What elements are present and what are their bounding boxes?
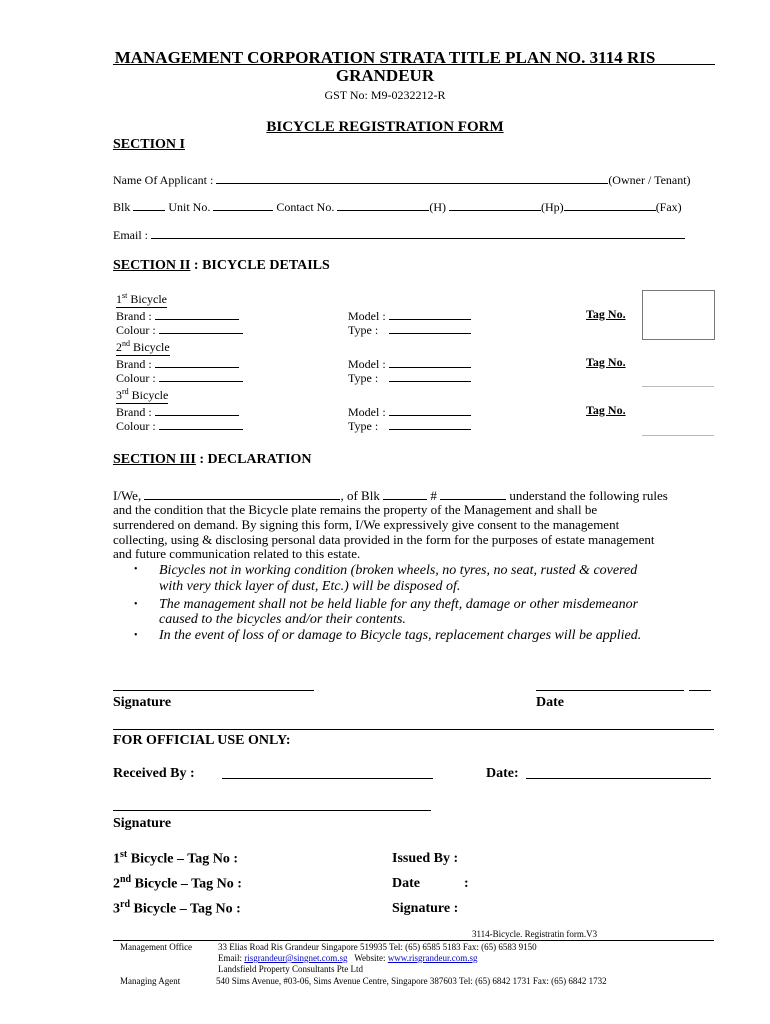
- bullet-1-line-2: with very thick layer of dust, Etc.) will be disposed of.: [159, 579, 461, 594]
- issued-signature-label: Signature :: [392, 901, 459, 916]
- issued-date-label: Date: [392, 876, 420, 891]
- managing-agent-label: Managing Agent: [120, 976, 181, 986]
- issued-date-colon: :: [464, 876, 469, 891]
- fax-field[interactable]: [564, 198, 656, 211]
- bicycle-2-model-row: Model :: [348, 355, 471, 372]
- bicycle-1-colour-row: Colour :: [116, 321, 243, 338]
- section-3-title: : DECLARATION: [199, 452, 312, 467]
- bicycle-3-brand-row: Brand :: [116, 403, 239, 420]
- bullet-2-line-2: caused to the bicycles and/or their contents.: [159, 612, 406, 627]
- official-use-heading: FOR OFFICIAL USE ONLY:: [113, 733, 291, 748]
- date-line-end: [689, 690, 711, 691]
- form-title: BICYCLE REGISTRATION FORM: [266, 119, 504, 135]
- bicycle-2-colour-field[interactable]: [159, 369, 243, 382]
- home-suffix: (H): [429, 200, 447, 214]
- bicycle-1-model-row: Model :: [348, 307, 471, 324]
- section-1-heading: SECTION I: [113, 137, 185, 152]
- date-label: Date: [536, 695, 564, 710]
- website-link[interactable]: www.risgrandeur.com.sg: [387, 953, 478, 963]
- bicycle-1-model-field[interactable]: [389, 307, 471, 320]
- contact-row: [113, 198, 682, 215]
- tag-3-line: [642, 435, 714, 436]
- declaration-line-4: collecting, using & disclosing personal data provided in the form for the purposes of estate management: [113, 532, 655, 547]
- bicycle-1-type-field[interactable]: [389, 321, 471, 334]
- email-link[interactable]: risgrandeur@singnet.com.sg: [244, 953, 348, 963]
- received-by-line[interactable]: [222, 778, 433, 779]
- applicant-name-row: [113, 171, 691, 188]
- section-2-heading: [113, 258, 330, 274]
- applicant-name-label: Name Of Applicant :: [113, 173, 214, 187]
- section-2-number: SECTION II: [113, 258, 191, 273]
- tag-3-label: 3rd Bicycle – Tag No :: [113, 899, 241, 917]
- declaration-line-1: I/We, , of Blk # understand the following rules: [113, 488, 668, 503]
- footer-contact-row: Email: risgrandeur@singnet.com.sg Website: www.risgrandeur.com.sg: [218, 953, 478, 963]
- bicycle-1-brand-field[interactable]: [155, 307, 239, 320]
- bicycle-3-brand-field[interactable]: [155, 403, 239, 416]
- bicycle-1-brand-row: Brand :: [116, 307, 239, 324]
- managing-agent-address: 540 Sims Avenue, #03-06, Sims Avenue Centre, Singapore 387603 Tel: (65) 6842 1731 Fax: (65) 6842 1732: [216, 976, 607, 986]
- bicycle-1-colour-field[interactable]: [159, 321, 243, 334]
- bullet-1-dot: •: [134, 564, 138, 575]
- declarant-name-field[interactable]: [144, 487, 340, 500]
- tag-2-line: [642, 386, 714, 387]
- bicycle-1-tag-label: Tag No.: [586, 307, 626, 321]
- official-signature-line[interactable]: [113, 810, 431, 811]
- gst-number: GST No: M9-0232212-R: [324, 88, 446, 102]
- bicycle-2-label: 2nd Bicycle: [116, 339, 170, 354]
- bullet-3-line-1: In the event of loss of or damage to Bicycle tags, replacement charges will be applied.: [159, 628, 642, 643]
- management-office-address: 33 Elias Road Ris Grandeur Singapore 519935 Tel: (65) 6585 5183 Fax: (65) 6583 9150: [218, 942, 537, 952]
- footer-rule: [113, 940, 714, 941]
- bicycle-1-type-row: Type :: [348, 321, 471, 338]
- home-phone-field[interactable]: [337, 198, 429, 211]
- blk-field[interactable]: [133, 198, 165, 211]
- bicycle-2-brand-field[interactable]: [155, 355, 239, 368]
- bicycle-3-tag-label: Tag No.: [586, 403, 626, 417]
- bullet-3-dot: •: [134, 630, 138, 641]
- bicycle-3-label: 3rd Bicycle: [116, 387, 169, 402]
- section-2-title: : BICYCLE DETAILS: [193, 258, 330, 273]
- tag-1-label: 1st Bicycle – Tag No :: [113, 849, 239, 867]
- unit-field[interactable]: [213, 198, 273, 211]
- bicycle-1-label: 1st Bicycle: [116, 291, 167, 306]
- email-field[interactable]: [151, 226, 685, 239]
- email-row: [113, 226, 685, 243]
- unit-label: Unit No.: [168, 200, 211, 214]
- bicycle-2-type-row: Type :: [348, 369, 471, 386]
- bicycle-3-colour-row: Colour :: [116, 417, 243, 434]
- received-by-label: Received By :: [113, 766, 195, 781]
- bicycle-3-type-row: Type :: [348, 417, 471, 434]
- bicycle-2-brand-row: Brand :: [116, 355, 239, 372]
- bicycle-2-tag-label: Tag No.: [586, 355, 626, 369]
- blk-label: Blk: [113, 200, 131, 214]
- bicycle-3-type-field[interactable]: [389, 417, 471, 430]
- official-date-line[interactable]: [526, 778, 711, 779]
- bicycle-2-colour-row: Colour :: [116, 369, 243, 386]
- signature-label: Signature: [113, 695, 172, 710]
- title-line-2: GRANDEUR: [335, 66, 435, 85]
- date-line[interactable]: [536, 690, 684, 691]
- declaration-blk-field[interactable]: [383, 487, 427, 500]
- bicycle-3-colour-field[interactable]: [159, 417, 243, 430]
- applicant-name-field[interactable]: [216, 171, 608, 184]
- official-date-label: Date:: [486, 766, 519, 781]
- bullet-2-dot: •: [134, 599, 138, 610]
- bicycle-2-type-field[interactable]: [389, 369, 471, 382]
- hp-suffix: (Hp): [541, 200, 564, 214]
- bullet-1-line-1: Bicycles not in working condition (broken wheels, no tyres, no seat, rusted & covered: [159, 563, 638, 578]
- declaration-unit-field[interactable]: [440, 487, 506, 500]
- declaration-line-3: surrendered on demand. By signing this form, I/We expressively give consent to the management: [113, 517, 620, 532]
- fax-suffix: (Fax): [655, 200, 682, 214]
- form-reference: 3114-Bicycle. Registratin form.V3: [472, 929, 598, 939]
- management-office-label: Management Office: [120, 942, 193, 952]
- section-3-number: SECTION III: [113, 452, 196, 467]
- declaration-line-2: and the condition that the Bicycle plate remains the property of the Management and shall be: [113, 502, 598, 517]
- bicycle-3-model-field[interactable]: [389, 403, 471, 416]
- declaration-line-5: and future communication related to this estate.: [113, 546, 361, 561]
- bicycle-2-model-field[interactable]: [389, 355, 471, 368]
- applicant-signature-line[interactable]: [113, 690, 314, 691]
- official-separator: [113, 729, 714, 730]
- bicycle-3-model-row: Model :: [348, 403, 471, 420]
- section-3-heading: [113, 452, 312, 468]
- email-label: Email :: [113, 228, 148, 242]
- mobile-phone-field[interactable]: [449, 198, 541, 211]
- contact-label: Contact No.: [276, 200, 335, 214]
- title-line-1: MANAGEMENT CORPORATION STRATA TITLE PLAN NO. 3114 RIS: [114, 48, 656, 67]
- owner-tenant-label: (Owner / Tenant): [608, 173, 691, 187]
- official-signature-label: Signature: [113, 816, 172, 831]
- managing-agent-company: Landsfield Property Consultants Pte Ltd: [218, 964, 363, 974]
- bullet-2-line-1: The management shall not be held liable for any theft, damage or other misdemeanor: [159, 597, 639, 612]
- issued-by-label: Issued By :: [392, 851, 459, 866]
- tag-1-box[interactable]: [642, 290, 715, 340]
- tag-2-label: 2nd Bicycle – Tag No :: [113, 874, 242, 892]
